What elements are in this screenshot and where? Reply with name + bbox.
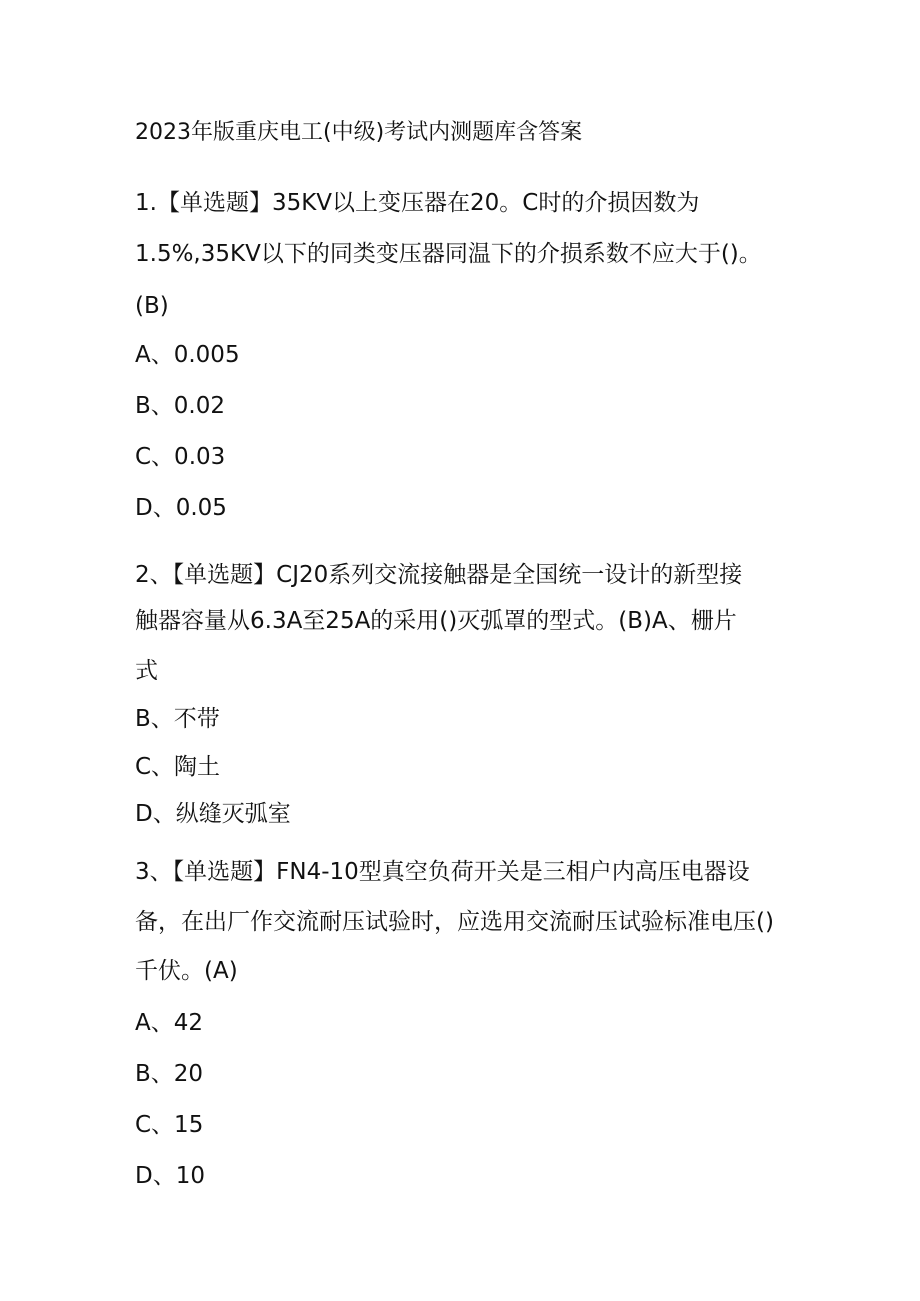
document-title: 2023年版重庆电工(中级)考试内测题库含答案 bbox=[135, 120, 583, 145]
question-1-text-line-1: 1.【单选题】35KV以上变压器在20。C时的介损因数为 bbox=[135, 190, 700, 216]
question-1-option-b: B、0.02 bbox=[135, 393, 225, 419]
question-3-text-line-3: 千伏。(A) bbox=[135, 958, 238, 984]
question-2-text-line-3: 式 bbox=[135, 658, 158, 684]
question-1-option-c: C、0.03 bbox=[135, 444, 226, 470]
question-1-answer: (B) bbox=[135, 293, 169, 319]
question-1-option-a: A、0.005 bbox=[135, 342, 240, 368]
question-3-option-d: D、10 bbox=[135, 1163, 205, 1189]
question-2-option-d: D、纵缝灭弧室 bbox=[135, 801, 291, 827]
question-3-option-a: A、42 bbox=[135, 1010, 204, 1036]
question-2-text-line-2: 触器容量从6.3A至25A的采用()灭弧罩的型式。(B)A、栅片 bbox=[135, 608, 737, 634]
question-2-option-b: B、不带 bbox=[135, 706, 220, 732]
question-2-text-line-1: 2、【单选题】CJ20系列交流接触器是全国统一设计的新型接 bbox=[135, 562, 743, 588]
question-3-option-c: C、15 bbox=[135, 1112, 204, 1138]
question-3-option-b: B、20 bbox=[135, 1061, 204, 1087]
question-2-option-c: C、陶土 bbox=[135, 754, 221, 780]
question-1-text-line-2: 1.5%,35KV以下的同类变压器同温下的介损系数不应大于()。 bbox=[135, 241, 762, 267]
question-3-text-line-2: 备，在出厂作交流耐压试验时，应选用交流耐压试验标准电压() bbox=[135, 909, 774, 935]
question-1-option-d: D、0.05 bbox=[135, 495, 227, 521]
question-3-text-line-1: 3、【单选题】FN4-10型真空负荷开关是三相户内高压电器设 bbox=[135, 859, 750, 885]
